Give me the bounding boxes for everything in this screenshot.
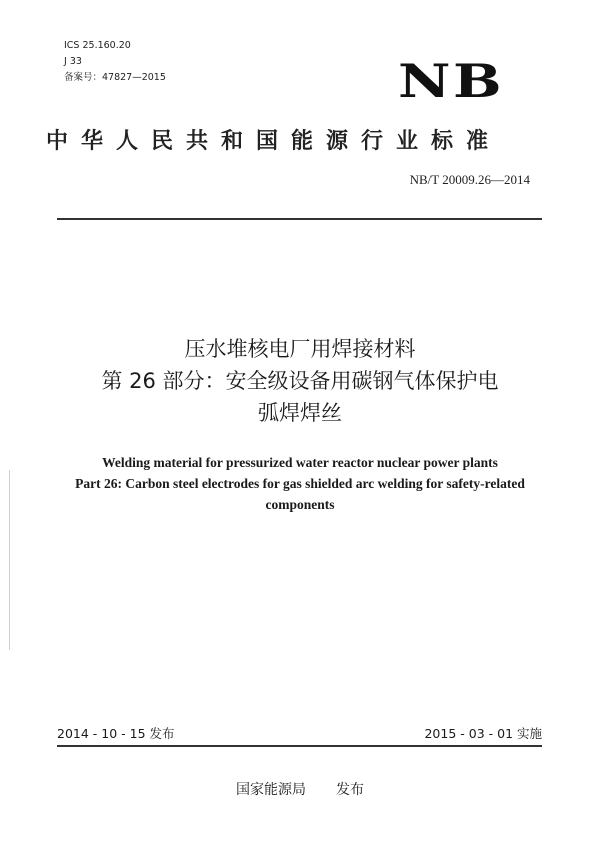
header-divider [57,218,542,220]
chinese-title-line-1: 压水堆核电厂用焊接材料 [184,337,416,361]
issuer-name: 国家能源局 [236,782,306,798]
ics-code: ICS 25.160.20 [64,40,131,51]
ccs-code: J 33 [64,56,82,67]
issue-word: 发布 [336,782,364,798]
standard-category-title: 中华人民共和国能源行业标准 [46,129,502,154]
english-title-line-1: Welding material for pressurized water reactor nuclear power plants [102,455,498,470]
chinese-title-line-3: 弧焊焊丝 [258,401,342,425]
english-title-line-2: Part 26: Carbon steel electrodes for gas shielded arc welding for safety-related [75,476,525,491]
nb-logo: NB [398,54,505,108]
classification-block [64,38,166,86]
standard-number: NB/T 20009.26—2014 [409,172,530,187]
english-title-line-3: components [265,497,335,512]
issuer-line [0,779,600,799]
footer-divider [57,745,542,747]
chinese-title [0,333,600,429]
english-title [0,452,600,515]
implementation-date: 2015 - 03 - 01 实施 [424,726,542,741]
filing-number: 备案号：47827—2015 [64,72,166,83]
issue-date: 2014 - 10 - 15 发布 [57,726,175,741]
chinese-title-line-2: 第 26 部分：安全级设备用碳钢气体保护电 [101,369,499,393]
